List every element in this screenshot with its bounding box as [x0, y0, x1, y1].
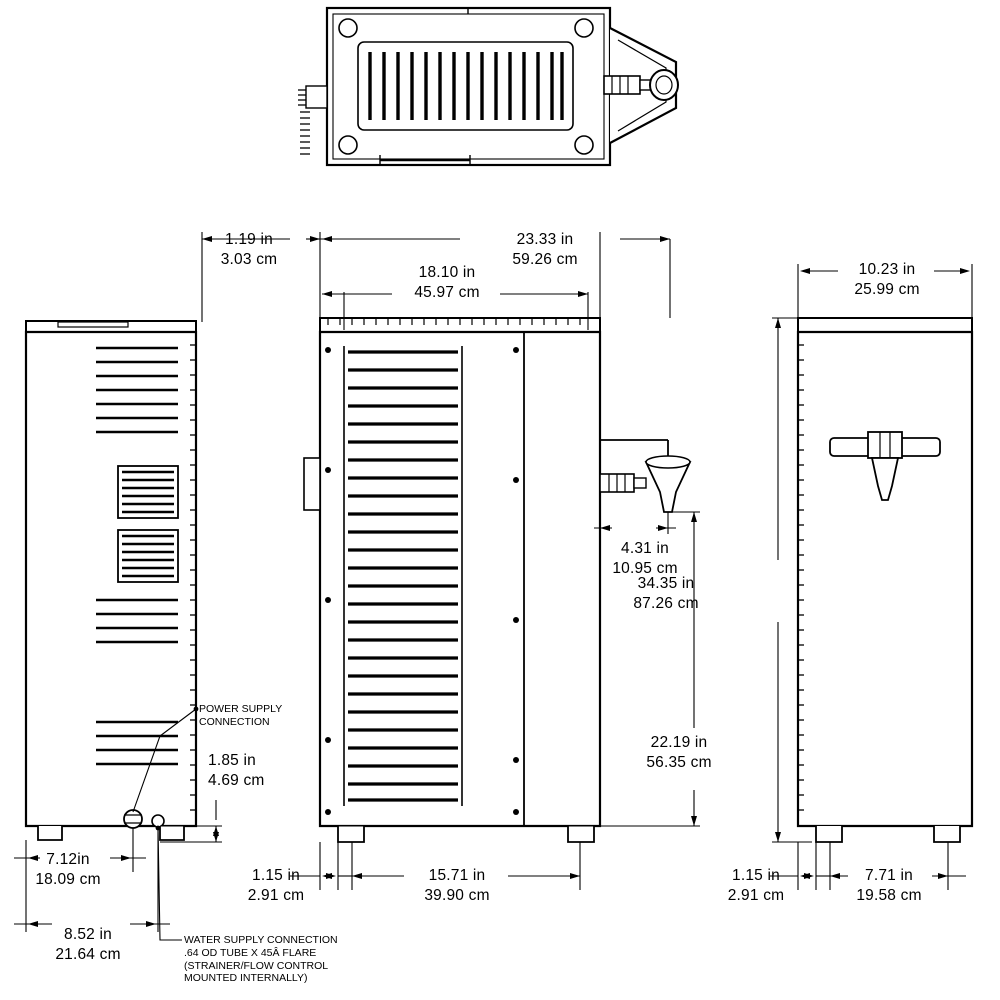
dimension-value-inches: 1.15 in — [732, 867, 780, 884]
note-line: WATER SUPPLY CONNECTION — [184, 934, 338, 946]
dimension-value-inches: 4.31 in — [621, 540, 669, 557]
top-view-group — [298, 8, 678, 165]
dimension-foot-to-foot-width — [856, 866, 921, 906]
dimension-faucet-clearance — [612, 539, 677, 579]
dimension-body-depth — [414, 263, 479, 303]
water-supply-connection-note — [184, 934, 338, 985]
dimension-value-cm: 3.03 cm — [220, 250, 278, 268]
dimension-value-inches: 22.19 in — [650, 734, 708, 751]
dimension-value-cm: 56.35 cm — [646, 753, 712, 771]
dimension-value-inches: 8.52 in — [64, 926, 112, 943]
dimension-value-cm: 2.91 cm — [727, 886, 785, 904]
dimension-value-inches: 1.15 in — [252, 867, 300, 884]
dimension-value-cm: 2.91 cm — [247, 886, 305, 904]
dimension-value-cm: 4.69 cm — [208, 771, 265, 789]
dimension-front-foot-offset — [248, 866, 305, 906]
note-line: POWER SUPPLY — [199, 703, 283, 715]
dimension-value-cm: 18.09 cm — [35, 870, 101, 888]
note-line: MOUNTED INTERNALLY) — [184, 972, 308, 985]
dimension-value-inches: 10.23 in — [858, 261, 916, 278]
note-line: .64 OD TUBE X 45Â FLARE — [184, 946, 317, 959]
dimension-left-leg-offset — [35, 850, 100, 890]
dimension-value-cm: 59.26 cm — [512, 250, 578, 268]
left-side-view-group — [26, 321, 197, 840]
dimension-value-inches: 7.12in — [46, 851, 90, 868]
dimension-overall-depth — [512, 230, 577, 270]
power-supply-connection-note — [199, 703, 282, 729]
dimension-value-inches: 1.85 in — [208, 752, 256, 769]
dimension-power-connection-height — [208, 751, 265, 791]
dimension-value-cm: 25.99 cm — [854, 280, 920, 298]
dimension-value-inches: 23.33 in — [516, 231, 574, 248]
note-line: CONNECTION — [199, 715, 270, 728]
dimension-value-inches: 1.19 in — [225, 231, 273, 248]
dimension-value-cm: 39.90 cm — [424, 886, 490, 904]
front-view-group — [304, 318, 690, 842]
dimension-faucet-height — [646, 733, 711, 773]
dimension-value-cm: 87.26 cm — [633, 594, 699, 612]
dimension-side-panel-width — [854, 260, 919, 300]
dimension-value-cm: 19.58 cm — [856, 886, 922, 904]
dimension-value-inches: 7.71 in — [865, 867, 913, 884]
dimension-overall-height — [633, 574, 698, 614]
dimension-side-foot-offset — [728, 866, 785, 906]
dimension-value-inches: 15.71 in — [428, 867, 486, 884]
dimension-value-cm: 21.64 cm — [55, 945, 121, 963]
note-line: (STRAINER/FLOW CONTROL — [184, 959, 329, 972]
dimension-foot-to-foot-depth — [424, 866, 489, 906]
dimension-top-left-offset — [221, 230, 278, 270]
dimension-water-connection-depth — [55, 925, 120, 965]
right-side-view-group — [797, 318, 972, 842]
dimension-value-inches: 34.35 in — [637, 575, 695, 592]
dimension-value-cm: 45.97 cm — [414, 283, 480, 301]
dimension-value-inches: 18.10 in — [418, 264, 476, 281]
dimension-value-cm: 10.95 cm — [612, 559, 678, 577]
